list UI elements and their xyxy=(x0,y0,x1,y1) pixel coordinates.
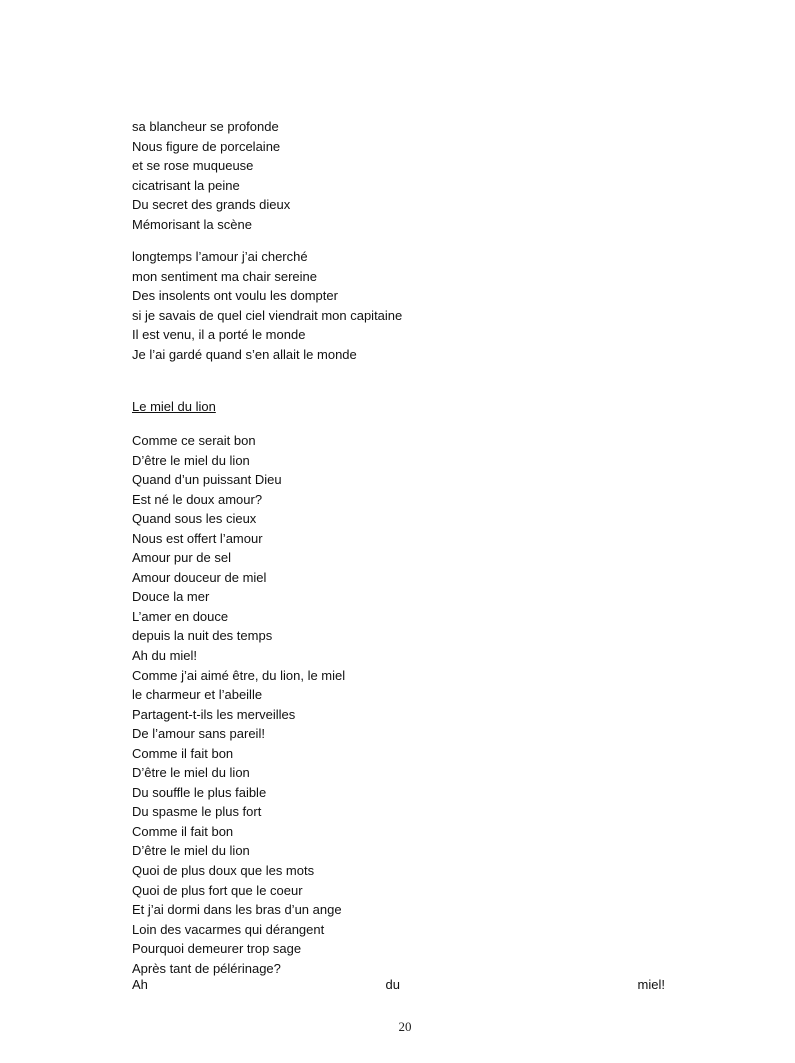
verse-line: Je l’ai gardé quand s’en allait le monde xyxy=(132,346,357,362)
verse-line: D’être le miel du lion xyxy=(132,765,250,781)
verse-line: si je savais de quel ciel viendrait mon capitaine xyxy=(132,307,403,323)
verse-line: Mémorisant la scène xyxy=(132,216,252,232)
verse-line: Quand sous les cieux xyxy=(132,511,257,527)
verse-line: Comme il fait bon xyxy=(132,823,234,839)
verse-line: Et j’ai dormi dans les bras d’un ange xyxy=(132,902,342,918)
verse-line: Partagent-t-ils les merveilles xyxy=(132,706,296,722)
verse-line: depuis la nuit des temps xyxy=(132,628,273,644)
verse-line: Quoi de plus fort que le coeur xyxy=(132,882,303,898)
stanza-3 xyxy=(132,431,345,978)
verse-line: De l’amour sans pareil! xyxy=(132,726,265,742)
verse-line: Des insolents ont voulu les dompter xyxy=(132,288,338,304)
verse-line: Comme ce serait bon xyxy=(132,433,256,448)
verse-line: Ah du miel! xyxy=(132,648,198,664)
page-number: 20 xyxy=(398,1019,412,1034)
verse-line: Est né le doux amour? xyxy=(132,491,263,507)
verse-line: Du secret des grands dieux xyxy=(132,197,291,213)
final-line-word: du xyxy=(385,977,400,992)
verse-line: et se rose muqueuse xyxy=(132,158,254,174)
verse-line: Amour douceur de miel xyxy=(132,569,267,585)
stanza-1 xyxy=(132,117,290,234)
verse-line: Douce la mer xyxy=(132,589,210,605)
verse-line: Comme il fait bon xyxy=(132,745,234,761)
verse-line: D’être le miel du lion xyxy=(132,452,250,468)
verse-line: Nous figure de porcelaine xyxy=(132,138,281,154)
verse-line: sa blancheur se profonde xyxy=(132,119,279,134)
justified-final-line xyxy=(132,975,665,995)
verse-line: Loin des vacarmes qui dérangent xyxy=(132,921,325,937)
verse-line: Il est venu, il a porté le monde xyxy=(132,327,306,343)
verse-line: Comme j’ai aimé être, du lion, le miel xyxy=(132,667,346,683)
verse-line: le charmeur et l’abeille xyxy=(132,687,263,703)
verse-line: Nous est offert l’amour xyxy=(132,530,263,546)
verse-line: cicatrisant la peine xyxy=(132,177,240,193)
verse-line: Quand d’un puissant Dieu xyxy=(132,472,282,488)
verse-line: longtemps l’amour j’ai cherché xyxy=(132,249,308,264)
final-line-word: miel! xyxy=(637,977,665,992)
verse-line: mon sentiment ma chair sereine xyxy=(132,268,317,284)
verse-line: Pourquoi demeurer trop sage xyxy=(132,941,302,957)
verse-line: Du souffle le plus faible xyxy=(132,784,267,800)
verse-line: L’amer en douce xyxy=(132,608,229,624)
verse-line: D’être le miel du lion xyxy=(132,843,250,859)
verse-line: Du spasme le plus fort xyxy=(132,804,262,820)
poem-title: Le miel du lion xyxy=(132,399,216,414)
verse-line: Après tant de pélérinage? xyxy=(132,960,281,976)
final-line-word: Ah xyxy=(132,977,148,992)
stanza-2 xyxy=(132,247,402,364)
verse-line: Quoi de plus doux que les mots xyxy=(132,863,315,879)
verse-line: Amour pur de sel xyxy=(132,550,231,566)
